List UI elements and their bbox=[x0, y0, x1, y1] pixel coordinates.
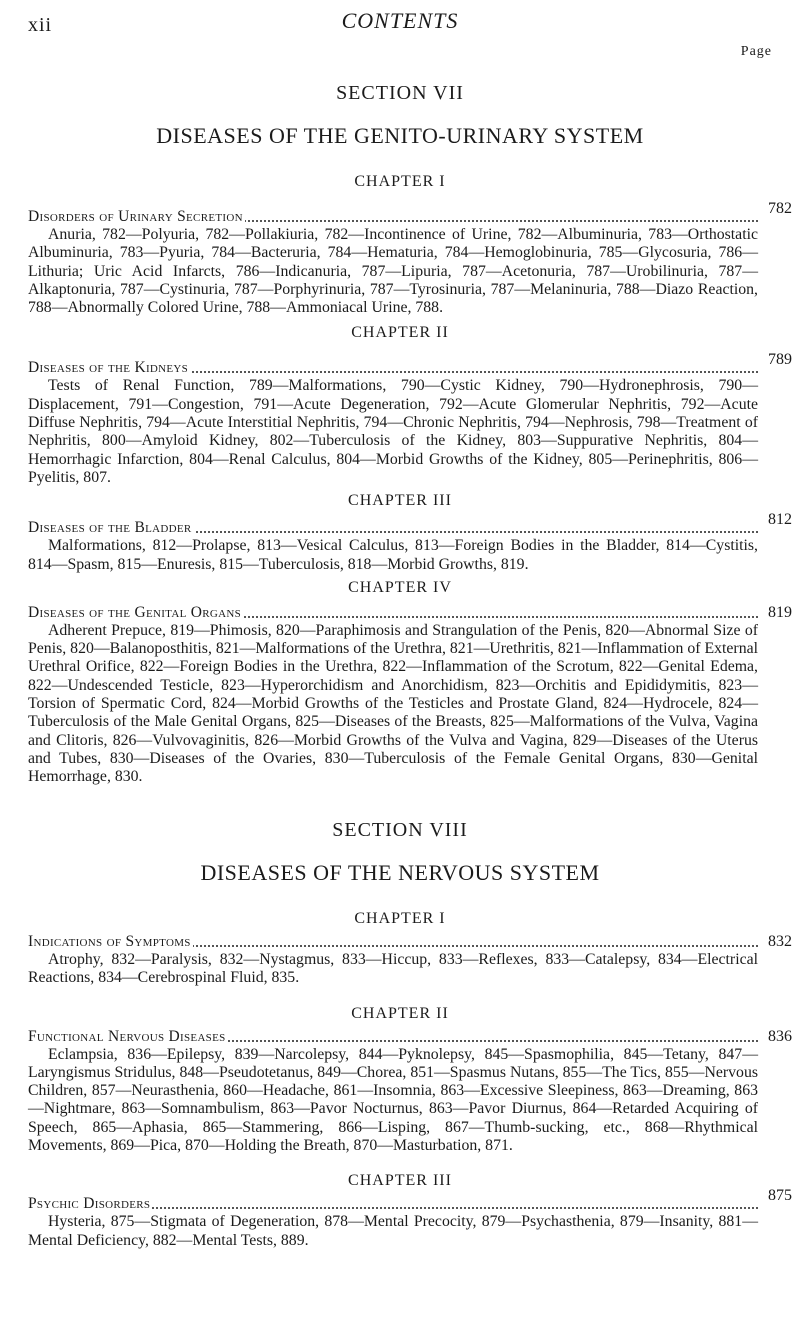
toc-entry-topics: Tests of Renal Function, 789—Malformations, 790—Cystic Kidney, 790—Hydronephrosis, 790—Displacement, 791—Congestion, 791—Acute Degeneration, 792—Acute Glomerular Nephritis, 792—Acute Diffuse Nephritis, 794—Acute Interstitial Nephritis, 794—Chronic Nephritis, 794—Nephrosis, 798—Treatment of Nephritis, 800—Amyloid Kidney, 802—Tuberculosis of the Kidney, 803—Suppurative Nephritis, 804—Hemorrhagic Infarction, 804—Renal Calculus, 804—Morbid Growths of the Kidney, 805—Perinephritis, 806—Pyelitis, 807. bbox=[28, 377, 758, 486]
toc-entry-heading bbox=[28, 604, 758, 622]
toc-entry bbox=[28, 200, 792, 317]
page-title: CONTENTS bbox=[341, 8, 459, 33]
toc-entry-heading bbox=[28, 359, 758, 377]
toc-entry-page: 875 bbox=[768, 1187, 792, 1205]
toc-entry-heading bbox=[28, 933, 758, 951]
toc-entry bbox=[28, 351, 792, 487]
toc-entry bbox=[28, 1027, 792, 1156]
toc-entry bbox=[28, 933, 792, 988]
chapter-heading: CHAPTER II bbox=[351, 1004, 449, 1022]
toc-entry-page: 789 bbox=[768, 351, 792, 369]
section-heading: SECTION VII bbox=[336, 82, 464, 104]
toc-entry bbox=[28, 1187, 792, 1250]
section-viii bbox=[0, 815, 800, 1250]
chapter-heading: CHAPTER II bbox=[351, 324, 449, 342]
toc-entry-title: Psychic Disorders bbox=[28, 1195, 151, 1213]
toc-entry-heading bbox=[28, 519, 758, 537]
chapter-heading: CHAPTER I bbox=[354, 910, 446, 927]
toc-entry-heading bbox=[28, 208, 758, 226]
section-heading: SECTION VIII bbox=[332, 819, 468, 841]
toc-entry-topics: Hysteria, 875—Stigmata of Degeneration, 878—Mental Precocity, 879—Psychasthenia, 879—Insanity, 881—Mental Deficiency, 882—Mental Tests, 889. bbox=[28, 1213, 758, 1249]
toc-entry-page: 832 bbox=[768, 933, 792, 950]
toc-entry-title: Diseases of the Bladder bbox=[28, 519, 192, 537]
toc-entry-page: 819 bbox=[768, 603, 792, 621]
toc-entry-title: Indications of Symptoms bbox=[28, 933, 191, 950]
running-head bbox=[28, 8, 772, 59]
toc-entry-topics: Atrophy, 832—Paralysis, 832—Nystagmus, 833—Hiccup, 833—Reflexes, 833—Catalepsy, 834—Electrical Reactions, 834—Cerebrospinal Fluid, 835. bbox=[28, 951, 758, 987]
chapter-heading: CHAPTER III bbox=[348, 492, 452, 510]
toc-entry-title: Functional Nervous Diseases bbox=[28, 1027, 226, 1045]
toc-entry-page: 836 bbox=[768, 1027, 792, 1045]
toc-entry-page: 812 bbox=[768, 511, 792, 529]
toc-entry-topics: Malformations, 812—Prolapse, 813—Vesical Calculus, 813—Foreign Bodies in the Bladder, 814—Cystitis, 814—Spasm, 815—Enuresis, 815—Tuberculosis, 818—Morbid Growths, 819. bbox=[28, 537, 758, 573]
section-vii bbox=[0, 78, 800, 787]
toc-entry-topics: Anuria, 782—Polyuria, 782—Pollakiuria, 782—Incontinence of Urine, 782—Albuminuria, 783—Orthostatic Albuminuria, 783—Pyuria, 784—Bacteruria, 784—Hematuria, 784—Hemoglobinuria, 785—Glycosuria, 786—Lithuria; Uric Acid Infarcts, 786—Indicanuria, 787—Lipuria, 787—Acetonuria, 787—Urobilinuria, 787—Alkaptonuria, 787—Cystinuria, 787—Porphyrinuria, 787—Tyrosinuria, 787—Melaninuria, 788—Diazo Reaction, 788—Abnormally Colored Urine, 788—Ammoniacal Urine, 788. bbox=[28, 226, 758, 317]
page-folio: xii bbox=[28, 14, 53, 36]
toc-entry-heading bbox=[28, 1028, 758, 1046]
page-column-label: Page bbox=[740, 44, 772, 59]
toc-entry-title: Diseases of the Kidneys bbox=[28, 359, 189, 377]
toc-entry-topics: Eclampsia, 836—Epilepsy, 839—Narcolepsy, 844—Pyknolepsy, 845—Spasmophilia, 845—Tetany, 847—Laryngismus Stridulus, 848—Pseudotetanus, 849—Chorea, 851—Spasmus Nutans, 855—The Tics, 855—Nervous Children, 857—Neurasthenia, 860—Headache, 861—Insomnia, 863—Excessive Sleepiness, 863—Dreaming, 863—Nightmare, 863—Somnambulism, 863—Pavor Nocturnus, 863—Pavor Diurnus, 864—Retarded Acquiring of Speech, 865—Aphasia, 865—Stammering, 866—Lisping, 867—Thumb-sucking, etc., 868—Rhythmical Movements, 869—Pica, 870—Holding the Breath, 870—Masturbation, 871. bbox=[28, 1045, 758, 1155]
chapter-heading: CHAPTER III bbox=[348, 1172, 452, 1190]
toc-entry-title: Diseases of the Genital Organs bbox=[28, 603, 242, 621]
toc-entry-heading bbox=[28, 1195, 758, 1213]
toc-entry bbox=[28, 603, 792, 787]
section-title: DISEASES OF THE GENITO-URINARY SYSTEM bbox=[156, 123, 644, 148]
toc-entry-page: 782 bbox=[768, 200, 792, 217]
toc-entry-topics: Adherent Prepuce, 819—Phimosis, 820—Paraphimosis and Strangulation of the Penis, 820—Abnormal Size of Penis, 820—Balanoposthitis, 821—Malformations of the Urethra, 821—Urethritis, 821—Inflammation of External Urethral Orifice, 822—Foreign Bodies in the Urethra, 822—Inflammation of the Scrotum, 822—Genital Edema, 822—Undescended Testicle, 823—Hyperorchidism and Anorchidism, 823—Orchitis and Epididymitis, 823—Torsion of Spermatic Cord, 824—Morbid Growths of the Testicles and Prostate Gland, 824—Hydrocele, 824—Tuberculosis of the Male Genital Organs, 825—Diseases of the Breasts, 825—Malformations of the Vulva, Vagina and Clitoris, 826—Vulvovaginitis, 826—Morbid Growths of the Vulva and Vagina, 829—Diseases of the Uterus and Tubes, 830—Diseases of the Ovaries, 830—Tuberculosis of the Female Genital Organs, 830—Genital Hemorrhage, 830. bbox=[28, 621, 758, 786]
chapter-heading: CHAPTER IV bbox=[348, 578, 452, 596]
toc-entry-title: Disorders of Urinary Secretion bbox=[28, 208, 243, 225]
toc-entry bbox=[28, 511, 792, 574]
chapter-heading: CHAPTER I bbox=[354, 173, 446, 190]
section-title: DISEASES OF THE NERVOUS SYSTEM bbox=[200, 860, 600, 885]
